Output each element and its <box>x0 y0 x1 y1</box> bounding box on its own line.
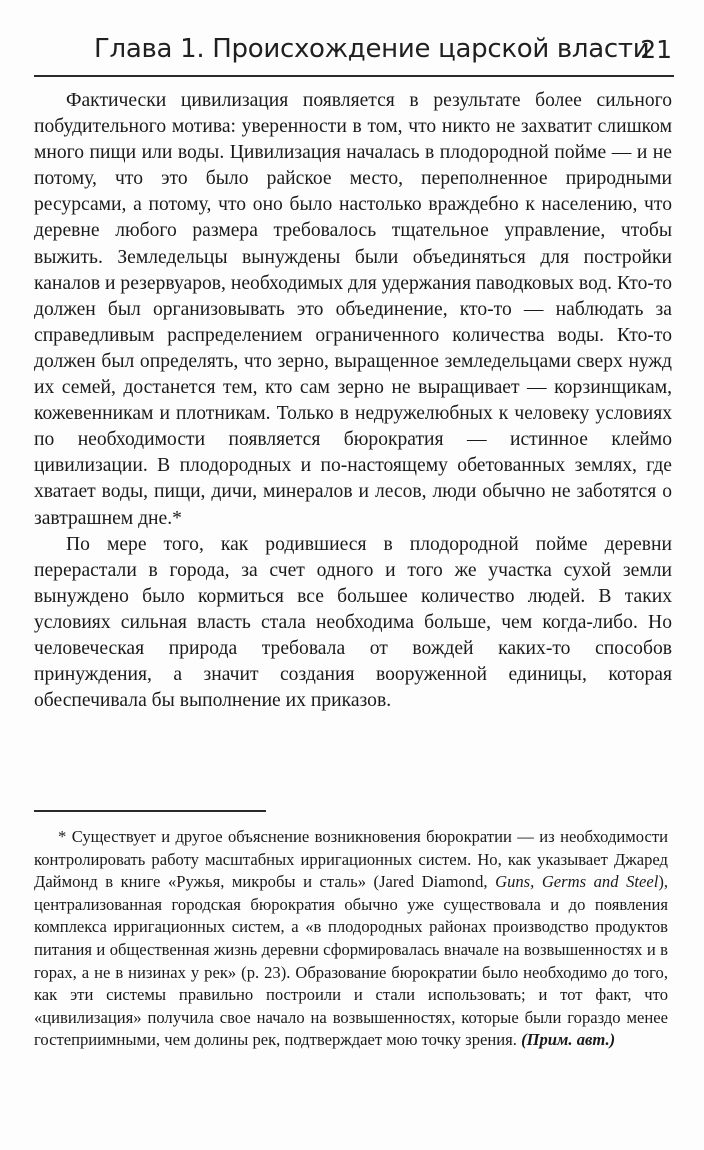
chapter-title: Глава 1. Происхождение царской власти <box>94 34 650 64</box>
paragraph: Фактически цивилизация появляется в результате более сильного побудительного мотива: уверенности в том, что никто не захватит слишком много пищи или воды. Цивилизация началась в плодородной пойме — и не потому, что это было райское место, переполненное природными ресурсами, а потому, что оно было настолько враждебно к населению, что деревне любого размера требовалось тщательное управление, чтобы выжить. Земледельцы вынуждены были объединяться для постройки каналов и резервуаров, необходимых для удержания паводковых вод. Кто-то должен был организовывать это объединение, кто-то — наблюдать за справедливым распределением ограниченного количества воды. Кто-то должен был определять, что зерно, выращенное земледельцами сверх нужд их семей, достанется тем, кто сам зерно не выращивает — корзинщикам, кожевенникам и плотникам. Только в недружелюбных к человеку условиях по необходимости появляется бюрократия — истинное клеймо цивилизации. В плодородных и по-настоящему обетованных землях, где хватает воды, пищи, дичи, минералов и лесов, люди обычно не заботятся о завтрашнем дне.* <box>34 90 672 529</box>
paragraph: По мере того, как родившиеся в плодородной пойме деревни перерастали в города, за счет одного и того же участка сухой земли вынуждено было кормиться все большее количество людей. В таких условиях сильная власть стала необходима больше, чем когда-либо. Но человеческая природа требовала от вождей каких-то способов принуждения, а значит создания вооруженной единицы, которая обеспечивала бы выполнение их приказов. <box>34 533 672 712</box>
footnote-mark: * <box>58 827 67 846</box>
book-title: Guns, Germs and Steel <box>495 872 659 892</box>
body-text <box>34 88 672 714</box>
footnote <box>34 826 668 1052</box>
footnote-divider <box>34 810 266 812</box>
footnote-text: Существует и другое объяснение возникновения бюрократии — из необходимости контролировать работу масштабных ирригационных систем. Но, как указывает Джаред Даймонд в книге «Ружья, микробы и сталь» (Jared Diamond, <box>34 827 668 892</box>
header-divider <box>34 75 674 77</box>
footnote-text: ), централизованная городская бюрократия обычно уже существовала и до появления комплекса ирригационных систем, а «в плодородных районах производство продуктов питания и общественная жизнь деревни сформировалась вначале на возвышенностях и в горах, а не в низинах у рек» (p. 23). Образование бюрократии было необходимо до того, как эти системы правильно построили и стали использовать; и тот факт, что «цивилизация» получила свое начало на возвышенностях, которые были гораздо менее гостеприимными, чем долины рек, подтверждает мою точку зрения. <box>34 872 668 1050</box>
author-note-signature: (Прим. авт.) <box>521 1030 616 1050</box>
page-number: 21 <box>640 35 672 64</box>
running-head <box>34 26 674 72</box>
